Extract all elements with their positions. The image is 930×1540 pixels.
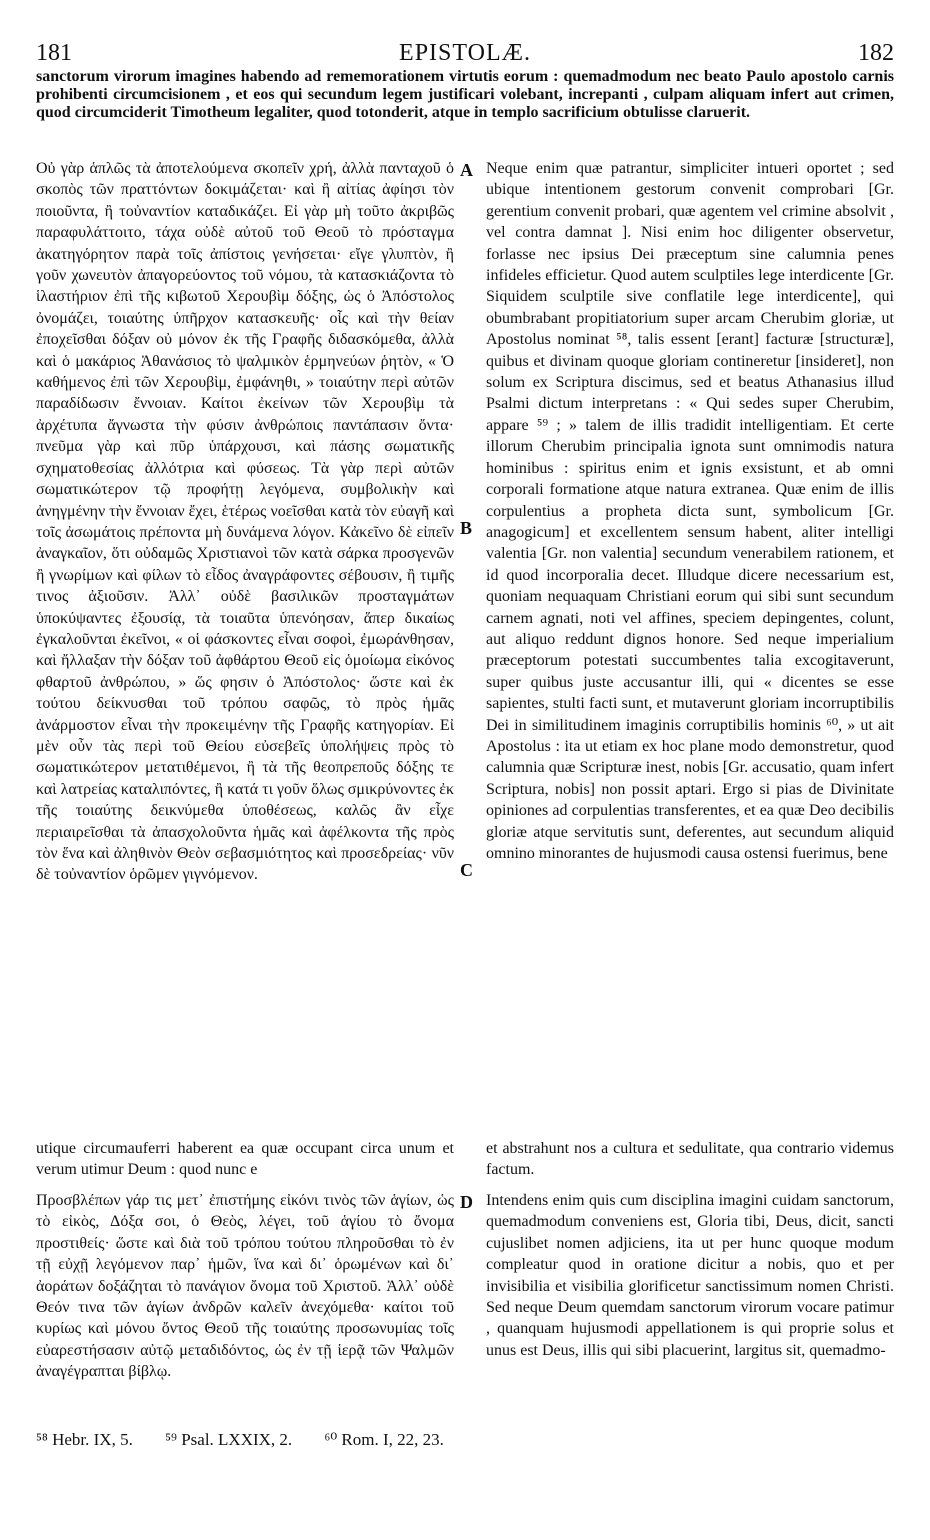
margin-marker-a: A [460, 160, 473, 180]
footnote-60: ⁶⁰ Rom. I, 22, 23. [324, 1430, 444, 1449]
top-latin-paragraph: sanctorum virorum imagines habendo ad rememorationem virtutis eorum : quemadmodum nec beato Paulo apostolo carnis prohibenti circumcisionem , et eos qui secundum legem justificari volebant, increpanti , culpam aliquam infert aut crimen, quod circumciderit Timotheum legaliter, quod totonderit, atque in templo sacrificium obtulisse claruerit. [36, 68, 894, 121]
footnotes [36, 1430, 894, 1450]
margin-marker-b: B [460, 518, 473, 538]
page-header [36, 40, 894, 70]
footnote-59: ⁵⁹ Psal. LXXIX, 2. [165, 1430, 293, 1449]
greek-column-2: Προσβλέπων γάρ τις μετ᾽ ἐπιστήμης εἰκόνι τινὸς τῶν ἁγίων, ὡς τὸ εἰκὸς, Δόξα σοι, ὁ Θεὸς, λέγει, τοῦ ἁγίου τὸ ὄνομα προστιθείς· ὥστε καὶ διὰ τοῦ τρόπου τούτου πληροῦσθαι τὸ ἐν τῇ εὐχῇ λεγόμενον παρ᾽ ἡμῶν, ἵνα καὶ δι᾽ ὁρωμένων καὶ δι᾽ ἀοράτων δοξάζηται τὸ πανάγιον ὄνομα τοῦ Χριστοῦ. Ἀλλ᾽ οὐδὲ Θεόν τινα τῶν ἁγίων ἀνδρῶν καλεῖν ἀνεχόμεθα· καίτοι τοῦ κυρίως καὶ μόνου ὄντος Θεοῦ τῆς τοιαύτης προσωνυμίας τοῖς εὐαρεστήσασιν αὐτῷ μεταδιδόντος, ὡς ἐν τῇ ἱερᾷ τῶν Ψαλμῶν ἀναγέγραπται βίβλῳ. [36, 1192, 454, 1381]
running-title: EPISTOLÆ. [399, 40, 531, 66]
footnote-58: ⁵⁸ Hebr. IX, 5. [36, 1430, 133, 1449]
left-page-number: 181 [36, 40, 72, 66]
greek-column-1: Οὐ γὰρ ἁπλῶς τὰ ἀποτελούμενα σκοπεῖν χρή, ἀλλὰ πανταχοῦ ὁ σκοπὸς τῶν πραττόντων δοκιμάζεται· καὶ ἢ αἰτίας ἀφίησι τὸν ποιοῦντα, ἢ τοὐναντίον καταδικάζει. Εἰ γὰρ μὴ τοῦτο ἀκριβῶς παραφυλάττοιτο, τάχα οὐδὲ αὐτοῦ τοῦ Θεοῦ τὸ πρόσταγμα ἀκατηγόρητον παρὰ τοῖς ἀπίστοις γενήσεται· εἴγε γλυπτὸν, ἢ γοῦν χωνευτὸν ἀπαγορεύοντος τοῦ νόμου, τὰ κατασκιάζοντα τὸ ἱλαστήριον ἐπὶ τῆς κιβωτοῦ Χερουβὶμ δόξης, ὡς ὁ Ἀπόστολος ὀνομάζει, τοιαύτης ὑπῆρχον κατασκευῆς· οἷς καὶ τὴν θείαν ἐποχεῖσθαι δόξαν οὐ μόνον ἐκ τῆς Γραφῆς διδασκόμεθα, ἀλλὰ καὶ ὁ μακάριος Ἀθανάσιος τὸ ψαλμικὸν ἑρμηνεύων ῥητὸν, « Ὁ καθήμενος ἐπὶ τῶν Χερουβὶμ, ἐμφάνηθι, » τοιαύτην περὶ αὐτῶν παραδίδωσιν ἔννοιαν. Καίτοι ἐκείνων τῶν Χερουβὶμ τὰ ἀρχέτυπα ἄγνωστα τὴν φύσιν ἀνθρώποις παντάπασιν ὄντα· πνεῦμα γὰρ καὶ πῦρ ὑπάρχουσι, καὶ πάσης σωματικῆς σχηματοθεσίας ἀλλότρια καὶ φύσεως. Τὰ γὰρ περὶ αὐτῶν σωματικώτερον τῷ προφήτῃ λεγόμενα, συμβολικὴν καὶ ἀνηγμένην τὴν ἔννοιαν ἔχει, ἑτέρως νοεῖσθαι κατὰ τὸν εὐαγῆ καὶ τοῖς ἀσωμάτοις πρέποντα μὴ δυνάμενα λόγον. Κἀκεῖνο δὲ εἰπεῖν ἀναγκαῖον, ὅτι οὐδαμῶς Χριστιανοὶ τῶν κατὰ σάρκα προσγενῶν ἢ γνωρίμων καὶ φίλων τὸ εἶδος ἀναγράφοντες σέβουσιν, ἢ τιμῆς τινος ἀξιοῦσιν. Ἀλλ᾽ οὐδὲ βασιλικῶν προσταγμάτων ὑποκύψαντες ἐξουσίᾳ, τὰ τοιαῦτα ὑπενόησαν, ἅπερ δικαίως ἐγκαλοῦνται ἐκεῖνοι, « οἱ φάσκοντες εἶναι σοφοὶ, ἐμωράνθησαν, καὶ ἤλλαξαν τὴν δόξαν τοῦ ἀφθάρτου Θεοῦ εἰς ὁμοίωμα εἰκόνος φθαρτοῦ ἀνθρώπου, » ὥς φησιν ὁ Ἀπόστολος· ὥστε καὶ ἐκ τούτου δείκνυσθαι τοῦ τρόπου σαφῶς, τὸ πρὸς ἡμᾶς ἀνάρμοστον εἶναι τὴν προκειμένην τῆς Γραφῆς κατηγορίαν. Εἰ μὲν οὖν τὰς περὶ τοῦ Θείου εὐσεβεῖς ὑπολήψεις πρὸς τὸ σωματικώτερον μετατιθέμενοι, ἢ τὰ τῆς θεοπρεποῦς δόξης τε καὶ λατρείας καταλιπόντες, ἢ κατά τι γοῦν ὅλως σμικρύνοντες ἐκ τῆς τοιαύτης δεικνύμεθα ὑποθέσεως, καλῶς ἂν εἶχε περιαιρεῖσθαι τὰ ἀπασχολοῦντα ἡμᾶς καὶ ἀφέλκοντα τῆς πρὸς τὸν ἕνα καὶ ἀληθινὸν Θεὸν σεβασμιότητος καὶ προσεδρείας· νῦν δὲ τοὐναντίον ὁρῶμεν γιγνόμενον. [36, 160, 454, 884]
latin-column-1: Neque enim quæ patrantur, simpliciter intueri oportet ; sed ubique intentionem gestorum convenit comprobari [Gr. gerentium convenit probari, quæ agentem vel crimine absolvit , vel contra damnat ]. Nisi enim hoc diligenter observetur, forlasse nec ipsius Dei præceptum sine calumnia penes infideles efficietur. Quod autem sculptiles lege interdicente [Gr. Siquidem sculptile sive conflatile lege interdicente], qui obumbrabant propitiatorium super arcam Cherubim gloriæ, ut Apostolus nominat ⁵⁸, talis essent [erant] facturæ [structuræ], quibus et divinam quoque gloriam contineretur [insideret], non solum ex Scriptura discimus, sed et beatus Athanasius illud Psalmi dictum interpretans : « Qui sedes super Cherubim, appare ⁵⁹ ; » talem de illis tradidit intelligentiam. Et certe illorum Cherubim principalia ignota sunt omnimodis natura hominibus : spiritus enim et ignis exsistunt, et ab omni corporali formatione atque natura extranea. Quæ enim de illis corpulentius a propheta dicta sunt, symbolicum [Gr. anagogicum] et excellentem sensum habent, aliter intelligi valentia [Gr. non valentia] secundum venerabilem rationem, et id quod incorporalia decet. Illudque dicere necessarium est, quoniam nequaquam Christiani eorum qui sibi sunt secundum carnem agnati, noti vel affines, speciem depingentes, colunt, aut aliquo reddunt dignos honore. Sed neque imperialium præceptorum potestati succumbentes talia excogitaverunt, super quibus juste accusantur illi, qui « dicentes se esse sapientes, stulti facti sunt, et mutaverunt gloriam incorruptibilis Dei in similitudinem imaginis corruptibilis hominis ⁶⁰, » ut ait Apostolus : ita ut etiam ex hoc plane modo demonstretur, quod calumnia quæ Scripturæ inest, nobis [Gr. accusatio, quam infert Scriptura, nobis] non possit aptari. Ergo si pias de Divinitate opiniones ad corpulentias transferentes, et ea quæ Deo decibilis gloriæ atque servitutis sunt, deferentes, aut secundum aliquid omnino minorantes de hujusmodi causa ostensi fuerimus, bene [486, 160, 894, 862]
right-page-number: 182 [858, 40, 894, 66]
margin-marker-d: D [460, 1192, 473, 1212]
bridge-right-text: et abstrahunt nos a cultura et sedulitate, qua contrario videmus factum. [486, 1140, 894, 1179]
bridge-left-text: utique circumauferri haberent ea quæ occupant circa unum et verum utimur Deum : quod nunc e [36, 1140, 454, 1179]
margin-marker-c: C [460, 860, 473, 880]
latin-column-2: Intendens enim quis cum disciplina imagini cuidam sanctorum, quemadmodum conveniens est, Gloria tibi, Deus, dicit, sancti cujuslibet nomen adjiciens, ita ut per hunc quoque modum compleatur quod in oratione dicitur a nobis, quo et per invisibilia et visibilia glorificetur sanctissimum nomen Christi. Sed neque Deum quemdam sanctorum virorum vocare patimur , quanquam hujusmodi appellationem is qui proprie solus et unus est Deus, illis qui sibi placuerint, largitus sit, quemadmo- [486, 1192, 894, 1359]
